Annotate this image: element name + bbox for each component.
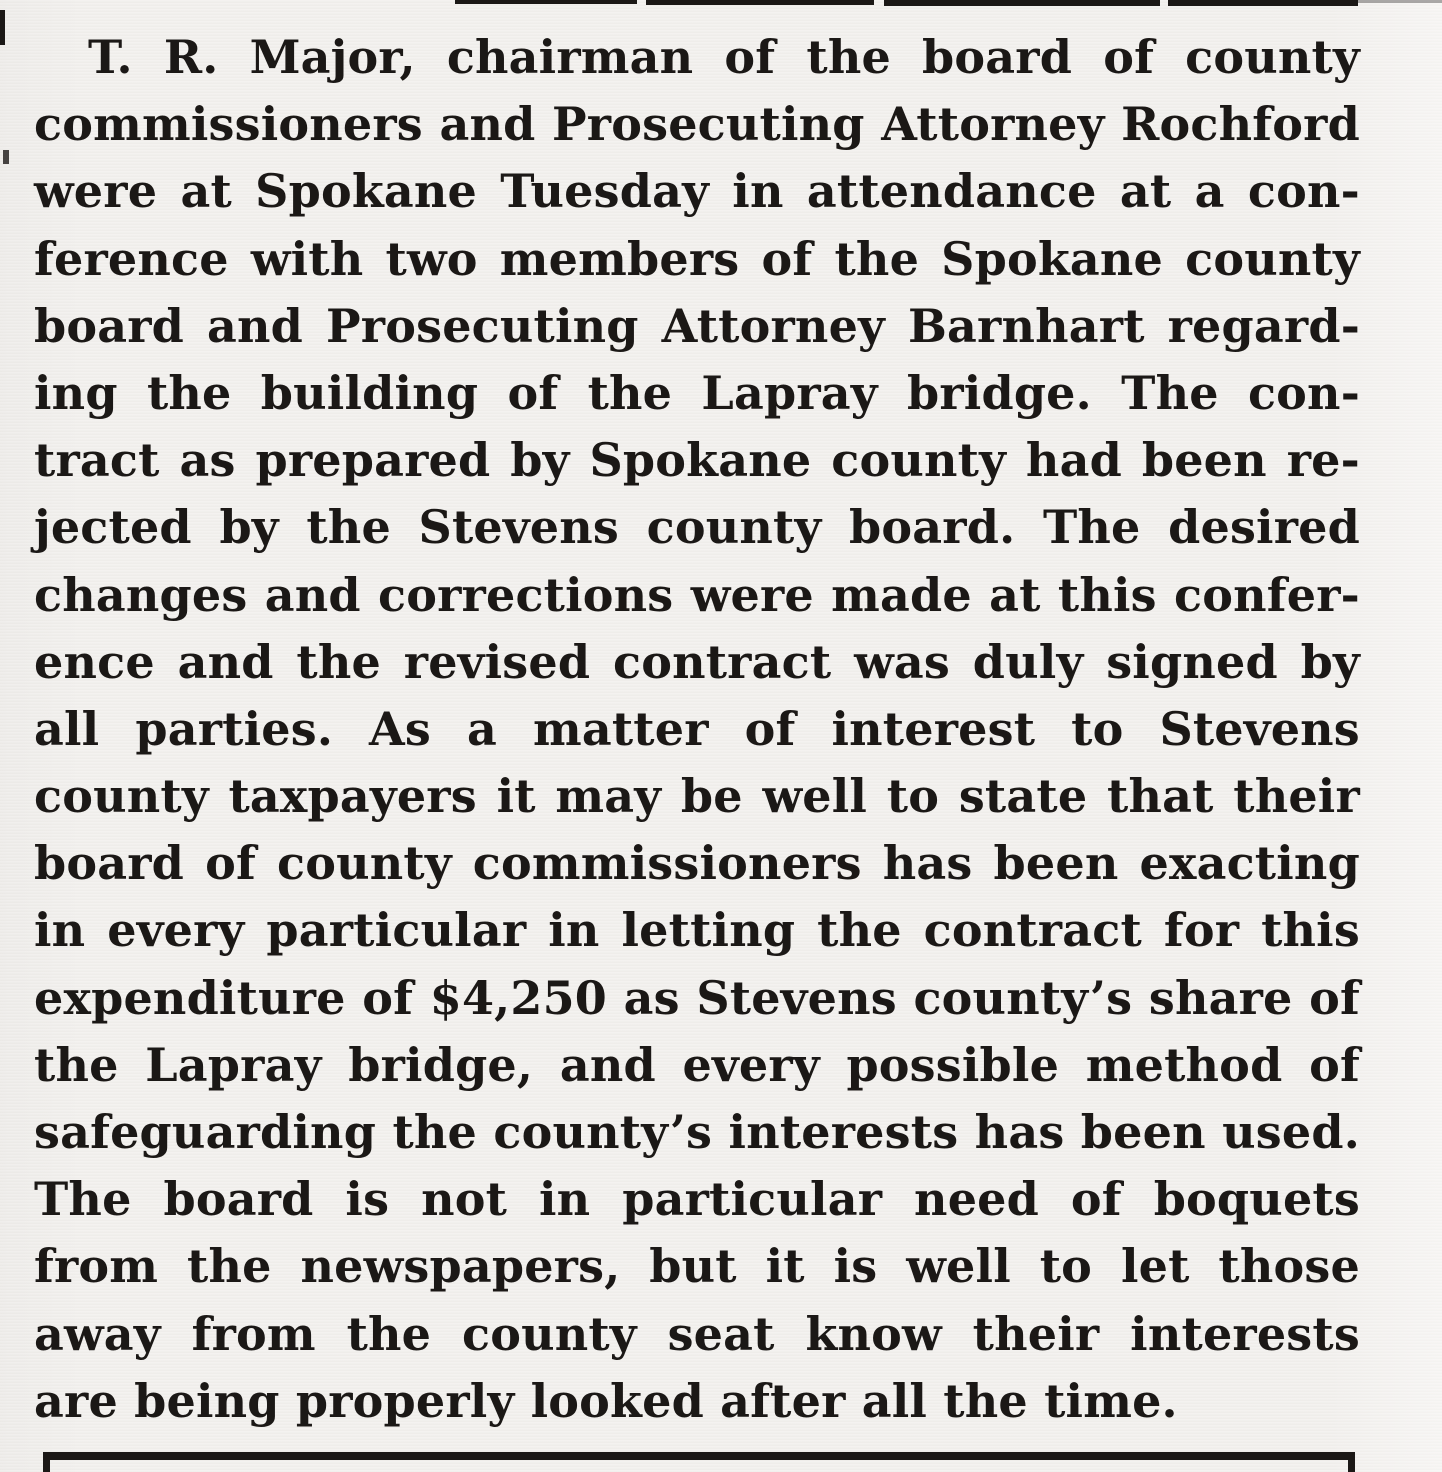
text-line (34, 360, 1360, 427)
word: corrections (378, 567, 674, 622)
text-line (34, 965, 1360, 1032)
word: by (510, 433, 570, 488)
word: Spokane (589, 433, 812, 488)
word: duly (972, 634, 1084, 689)
word: county (1185, 231, 1360, 286)
word: their (972, 1306, 1100, 1361)
word: of (507, 365, 559, 420)
word: contract (613, 634, 832, 689)
scan-artifact-top (1358, 0, 1442, 3)
word: exacting (1139, 836, 1360, 891)
word: and (264, 567, 361, 622)
word: Spokane (941, 231, 1164, 286)
word: those (1218, 1239, 1360, 1294)
word: share (1148, 970, 1293, 1025)
word: board (922, 30, 1073, 84)
scan-artifact-top (1168, 0, 1358, 6)
word: possible (846, 1037, 1060, 1092)
word: Attorney (661, 298, 885, 353)
word: expenditure (34, 970, 346, 1025)
word: their (1233, 769, 1360, 824)
word: and (559, 1037, 656, 1092)
word: confer- (1174, 567, 1360, 622)
word: let (1120, 1239, 1190, 1294)
word: Stevens (418, 500, 620, 555)
word: changes (34, 567, 248, 622)
word: in (732, 164, 784, 219)
word: has (882, 836, 973, 891)
word: the (34, 1037, 119, 1092)
word: been (993, 836, 1119, 891)
word: the (306, 500, 391, 555)
word: in (548, 903, 600, 958)
word: Lapray (145, 1037, 322, 1092)
word: at (1119, 164, 1172, 219)
word: well (906, 1239, 1011, 1294)
word: in (539, 1172, 591, 1227)
scan-artifact-left-speck (3, 150, 9, 164)
word: con- (1247, 164, 1360, 219)
word: by (219, 500, 279, 555)
text-line (34, 763, 1360, 830)
text-line (34, 1166, 1360, 1233)
text-line (34, 1233, 1360, 1300)
word: attendance (806, 164, 1097, 219)
text-line: are being properly looked after all the time. (34, 1373, 1178, 1428)
word: the (392, 1105, 477, 1159)
scan-artifact-top (884, 0, 1160, 6)
word: and (439, 97, 536, 152)
word: contract (923, 903, 1142, 958)
word: R. (163, 30, 219, 84)
word: boquets (1153, 1172, 1360, 1227)
word: Tuesday (500, 164, 710, 219)
word: bridge, (348, 1037, 534, 1092)
word: The (34, 1172, 132, 1227)
word: The (1121, 365, 1219, 420)
text-line (34, 1032, 1360, 1099)
word: all (34, 701, 100, 756)
word: commissioners (34, 97, 423, 152)
word: made (831, 567, 972, 622)
word: Prosecuting (326, 298, 639, 353)
text-line (34, 629, 1360, 696)
word: T. (88, 30, 133, 84)
word: Attorney (881, 97, 1105, 152)
word: interests (1130, 1306, 1360, 1361)
word: parties. (135, 701, 334, 756)
word: county (831, 433, 1007, 488)
word: the (834, 231, 920, 286)
word: were (34, 164, 158, 219)
word: but (649, 1239, 737, 1294)
word: well (762, 769, 868, 824)
word: method (1085, 1037, 1283, 1092)
word: been (1080, 1105, 1206, 1159)
word: the (587, 365, 673, 420)
text-line (34, 158, 1360, 225)
bottom-box-border (43, 1452, 1355, 1472)
word: Stevens (1159, 701, 1360, 756)
word: the (346, 1306, 432, 1361)
text-line (34, 427, 1360, 494)
word: jected (34, 500, 192, 555)
word: two (385, 231, 478, 286)
word: The (1042, 500, 1141, 555)
word: county’s (913, 970, 1133, 1025)
word: tract (34, 433, 160, 488)
text-line (34, 91, 1360, 158)
word: signed (1106, 634, 1278, 689)
word: to (886, 769, 940, 824)
word: safeguarding (34, 1105, 377, 1159)
word: not (421, 1172, 508, 1227)
word: revised (403, 634, 591, 689)
word: and (177, 634, 274, 689)
word: is (345, 1172, 390, 1227)
word: board (34, 836, 185, 891)
word: with (250, 231, 364, 286)
word: at (989, 567, 1041, 622)
word: were (690, 567, 814, 622)
word: this (1261, 903, 1360, 958)
text-line (34, 1301, 1360, 1368)
word: matter (532, 701, 709, 756)
word: as (623, 970, 680, 1025)
word: Prosecuting (552, 97, 865, 152)
word: chairman (446, 30, 694, 84)
word: members (499, 231, 740, 286)
word: for (1163, 903, 1240, 958)
word: every (107, 903, 245, 958)
word: commissioners (472, 836, 862, 891)
word: this (1057, 567, 1157, 622)
word: re- (1286, 433, 1360, 488)
word: county (1185, 30, 1360, 84)
word: it (765, 1239, 805, 1294)
word: $4,250 (429, 970, 607, 1025)
word: from (191, 1306, 316, 1361)
word: Rochford (1121, 97, 1360, 152)
word: to (1071, 701, 1124, 756)
word: interests (728, 1105, 959, 1159)
word: Lapray (701, 365, 878, 420)
word: every (682, 1037, 820, 1092)
scan-artifact-top (646, 0, 874, 5)
word: board (163, 1172, 314, 1227)
word: county (277, 836, 452, 891)
word: the (187, 1239, 272, 1294)
text-line (34, 293, 1360, 360)
word: particular (266, 903, 527, 958)
text-line (34, 1099, 1360, 1166)
word: interest (831, 701, 1036, 756)
scan-artifact-top (455, 0, 637, 4)
word: at (180, 164, 232, 219)
word: As (369, 701, 432, 756)
word: ence (34, 634, 155, 689)
word: of (724, 30, 776, 84)
word: con- (1247, 365, 1360, 420)
word: be (680, 769, 743, 824)
word: has (974, 1105, 1065, 1159)
word: of (1103, 30, 1155, 84)
word: taxpayers (228, 769, 477, 824)
text-line (34, 494, 1360, 561)
word: particular (622, 1172, 883, 1227)
word: know (805, 1306, 942, 1361)
word: need (914, 1172, 1039, 1227)
word: of (1070, 1172, 1122, 1227)
word: had (1025, 433, 1122, 488)
word: of (744, 701, 796, 756)
word: county (34, 769, 209, 824)
word: newspapers, (300, 1239, 621, 1294)
word: been (1141, 433, 1267, 488)
article-paragraph (34, 24, 1360, 1435)
text-line (34, 24, 1360, 91)
word: board. (849, 500, 1016, 555)
word: that (1107, 769, 1214, 824)
word: it (496, 769, 536, 824)
text-line (34, 897, 1360, 964)
text-line (34, 226, 1360, 293)
word: county’s (493, 1105, 713, 1159)
word: is (833, 1239, 878, 1294)
word: Major, (249, 30, 416, 84)
word: building (260, 365, 479, 420)
word: of (761, 231, 813, 286)
word: a (466, 701, 497, 756)
word: Spokane (255, 164, 478, 219)
word: the (817, 903, 902, 958)
word: by (1300, 634, 1360, 689)
scan-artifact-left-edge (0, 10, 5, 45)
word: the (146, 365, 232, 420)
word: seat (667, 1306, 775, 1361)
word: from (34, 1239, 159, 1294)
word: county (646, 500, 822, 555)
word: Stevens (696, 970, 897, 1025)
word: was (854, 634, 950, 689)
word: bridge. (906, 365, 1092, 420)
word: the (806, 30, 891, 84)
word: ference (34, 231, 229, 286)
word: county (461, 1306, 637, 1361)
word: used. (1222, 1105, 1360, 1159)
word: of (1309, 1037, 1360, 1092)
word: of (362, 970, 414, 1025)
word: may (555, 769, 662, 824)
word: regard- (1167, 298, 1360, 353)
word: ing (34, 365, 118, 420)
word: board (34, 298, 185, 353)
word: prepared (255, 433, 491, 488)
text-line (34, 696, 1360, 763)
word: to (1039, 1239, 1093, 1294)
word: of (1309, 970, 1360, 1025)
word: state (958, 769, 1088, 824)
word: and (207, 298, 304, 353)
word: as (179, 433, 236, 488)
text-line (34, 562, 1360, 629)
word: of (205, 836, 256, 891)
word: the (296, 634, 381, 689)
word: letting (621, 903, 796, 958)
word: desired (1168, 500, 1360, 555)
text-line (34, 830, 1360, 897)
word: away (34, 1306, 161, 1361)
word: in (34, 903, 86, 958)
word: a (1194, 164, 1225, 219)
word: Barnhart (907, 298, 1145, 353)
